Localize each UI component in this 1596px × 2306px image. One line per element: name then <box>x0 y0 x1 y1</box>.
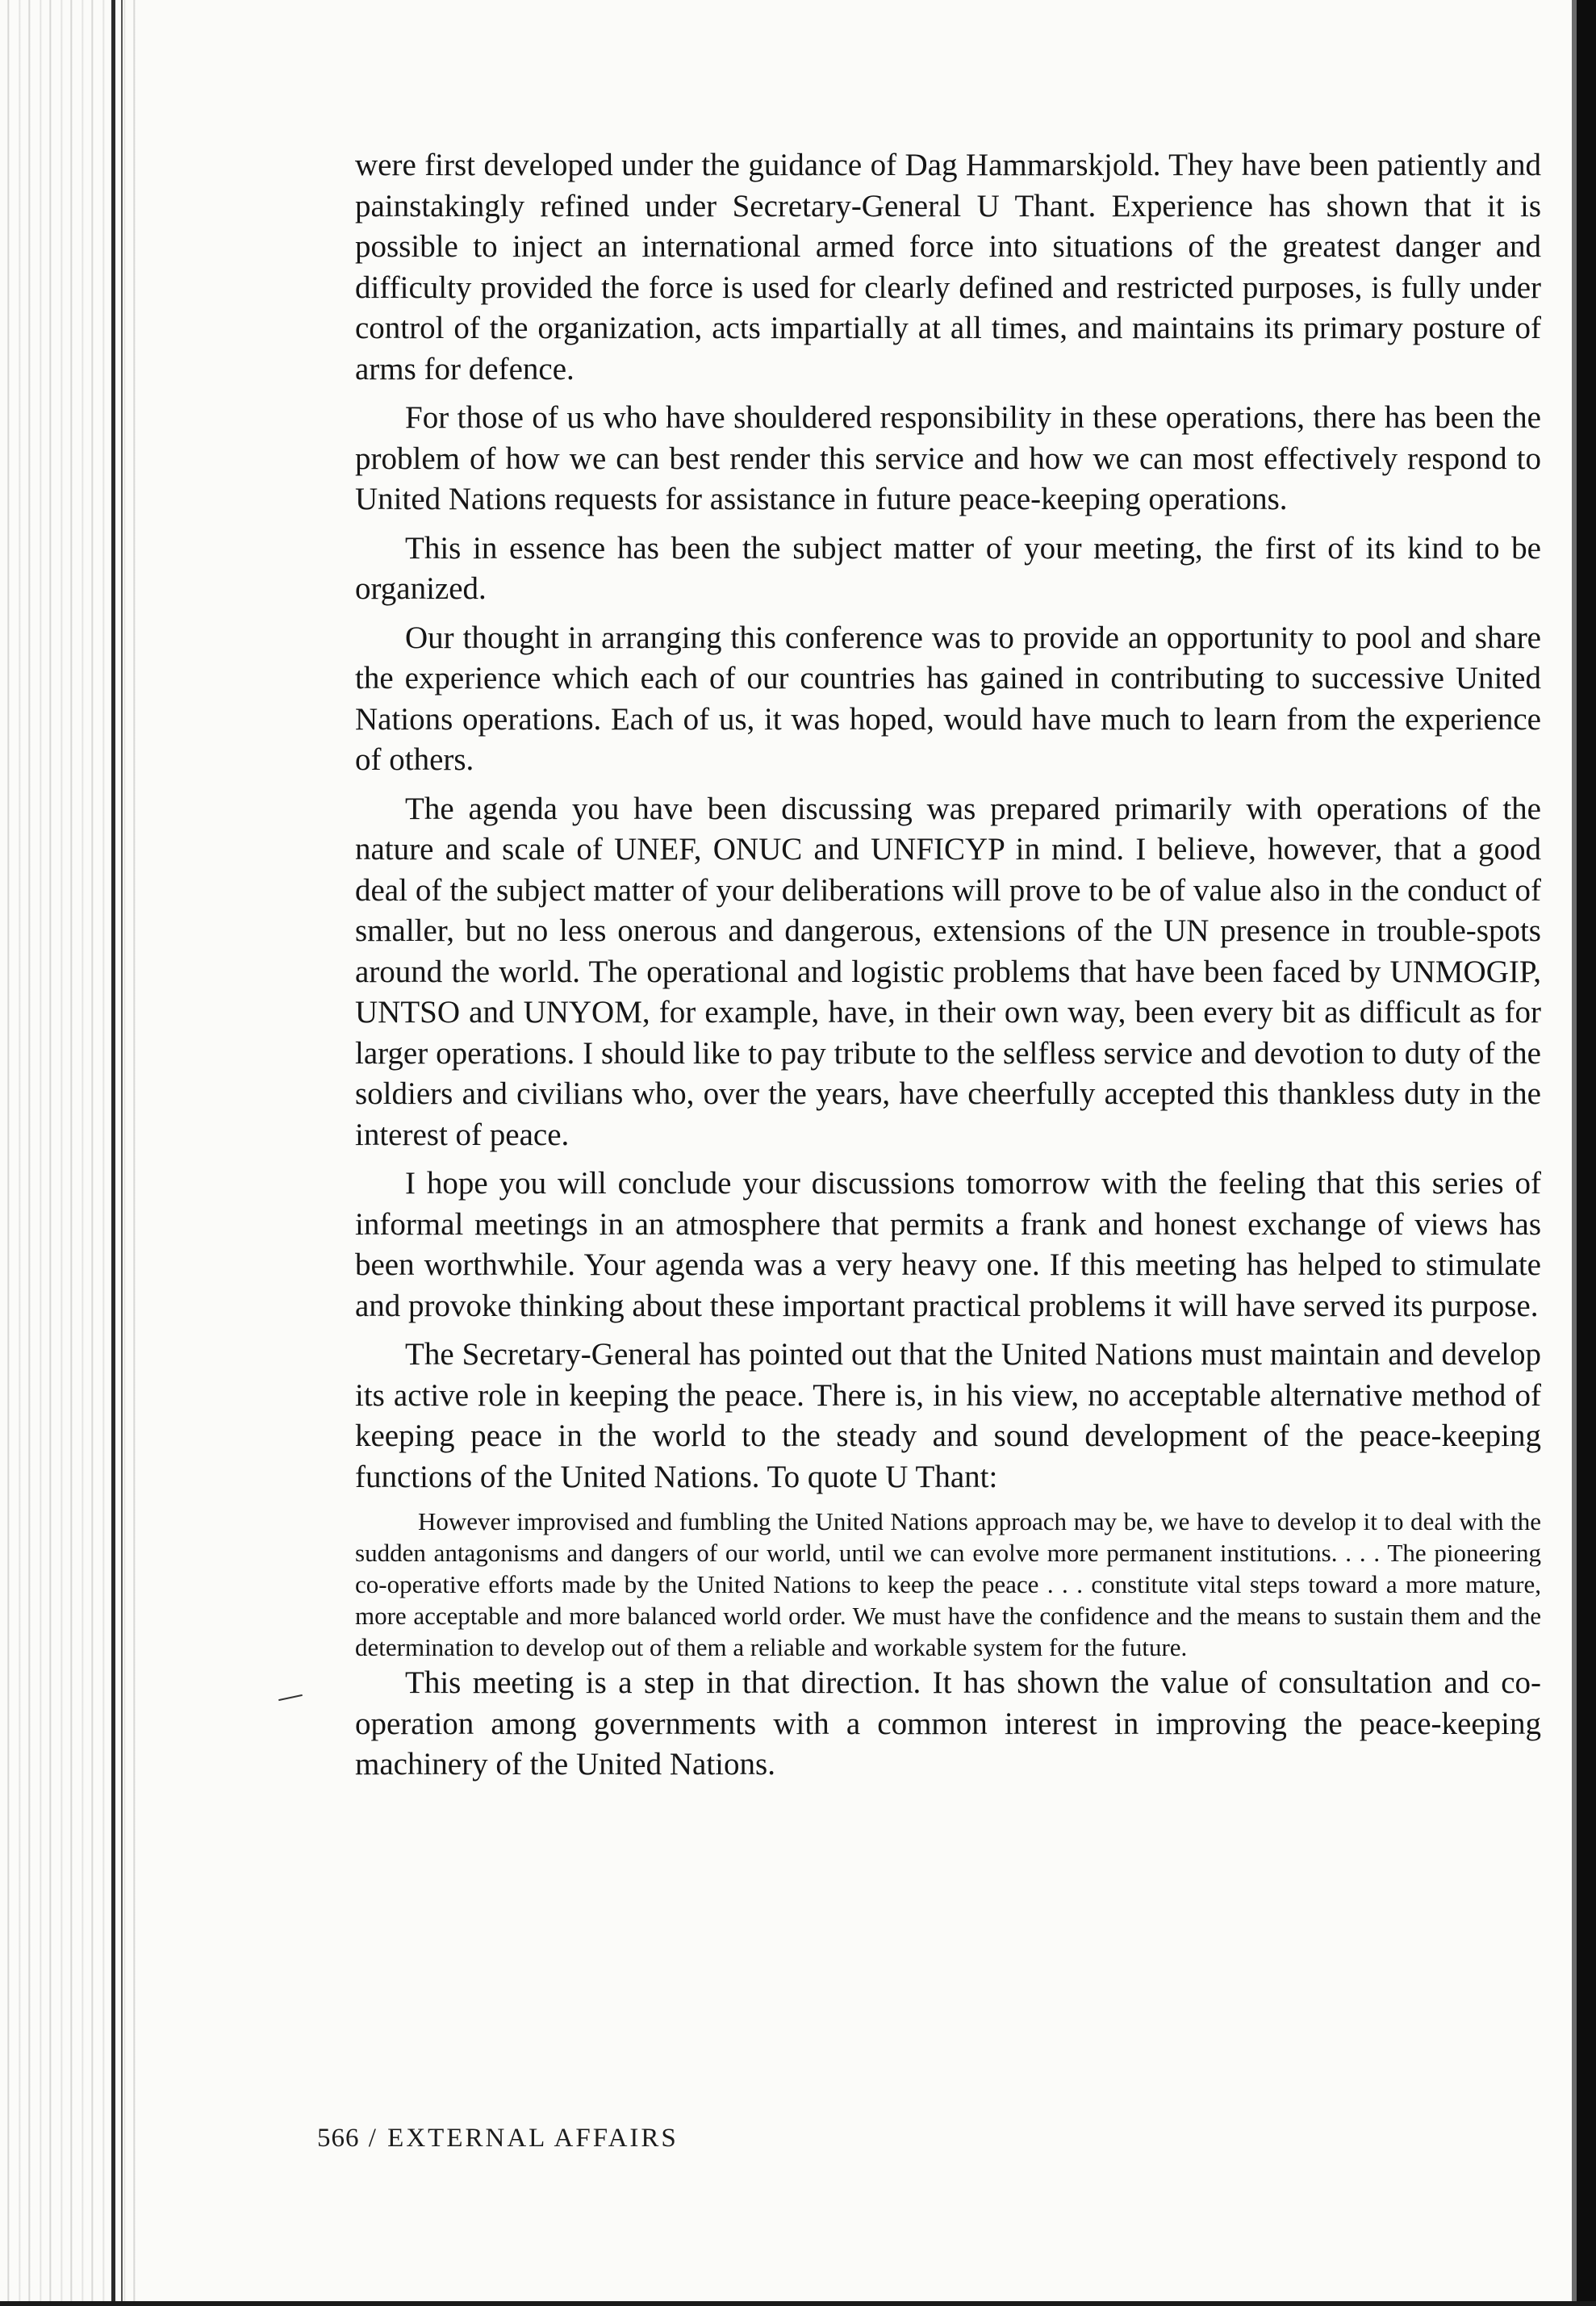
margin-mark <box>278 1694 303 1701</box>
binding-edge-line <box>121 0 123 2306</box>
publication-title: EXTERNAL AFFAIRS <box>387 2124 679 2153</box>
paragraph: Our thought in arranging this conference was to provide an opportunity to pool and share the experience which each of our countries has gained in contributing to successive United Nations operations. Each of us, it was hoped, would have much to learn from the experience of others. <box>355 620 1541 777</box>
page-number: 566 <box>317 2124 360 2153</box>
paragraph: This in essence has been the subject matter of your meeting, the first of its kind to be organized. <box>355 530 1541 606</box>
paragraph: The agenda you have been discussing was prepared primarily with operations of the nature and scale of UNEF, ONUC and UNFICYP in mind. I believe, however, that a good deal of the subject matter of your deliberations will prove to be of value also in the conduct of smaller, but no less onerous and dangerous, extensions of the UN presence in trouble-spots around the world. The operational and logistic problems that have been faced by UNMOGIP, UNTSO and UNYOM, for example, have, in their own way, been every bit as difficult as for larger operations. I should like to pay tribute to the selfless service and devotion to duty of the soldiers and civilians who, over the years, have cheerfully accepted this thankless duty in the interest of peace. <box>355 791 1541 1152</box>
page-footer <box>317 2124 679 2154</box>
paragraph: This meeting is a step in that direction. It has shown the value of consultation and co-operation among governments with a common interest in improving the peace-keeping machinery of the United Nations. <box>355 1665 1541 1782</box>
paragraph: The Secretary-General has pointed out that the United Nations must maintain and develop its active role in keeping the peace. There is, in his view, no acceptable alternative method of keeping peace in the world to the steady and sound development of the peace-keeping functions of the United Nations. To quote U Thant: <box>355 1337 1541 1494</box>
binding-gutter <box>0 0 141 2306</box>
body-text <box>355 145 1541 1794</box>
binding-edge-line <box>111 0 115 2306</box>
page-edge <box>1577 0 1596 2306</box>
paragraph: were first developed under the guidance of Dag Hammarskjold. They have been patiently and painstakingly refined under Secretary-General U Thant. Experience has shown that it is possible to inject an international armed force into situations of the greatest danger and difficulty provided the force is used for clearly defined and restricted purposes, is fully under control of the organization, acts impartially at all times, and maintains its primary posture of arms for defence. <box>355 148 1541 386</box>
page-bottom-edge <box>0 2301 1596 2306</box>
paragraph: I hope you will conclude your discussions tomorrow with the feeling that this series of informal meetings in an atmosphere that permits a frank and honest exchange of views has been worthwhile. Your agenda was a very heavy one. If this meeting has helped to stimulate and provoke thinking about these important practical problems it will have served its purpose. <box>355 1166 1541 1323</box>
footer-separator: / <box>368 2124 378 2153</box>
paragraph: For those of us who have shouldered responsibility in these operations, there has been the problem of how we can best render this service and how we can most effectively respond to United Nations requests for assistance in future peace-keeping operations. <box>355 400 1541 516</box>
block-quote: However improvised and fumbling the United Nations approach may be, we have to develop it to deal with the sudden antagonisms and dangers of our world, until we can evolve more permanent institutions. . . . The pioneering co-operative efforts made by the United Nations to keep the peace . . . constitute vital steps toward a more mature, more acceptable and more balanced world order. We must have the confidence and the means to sustain them and the determination to develop out of them a reliable and workable system for the future. <box>355 1507 1541 1661</box>
